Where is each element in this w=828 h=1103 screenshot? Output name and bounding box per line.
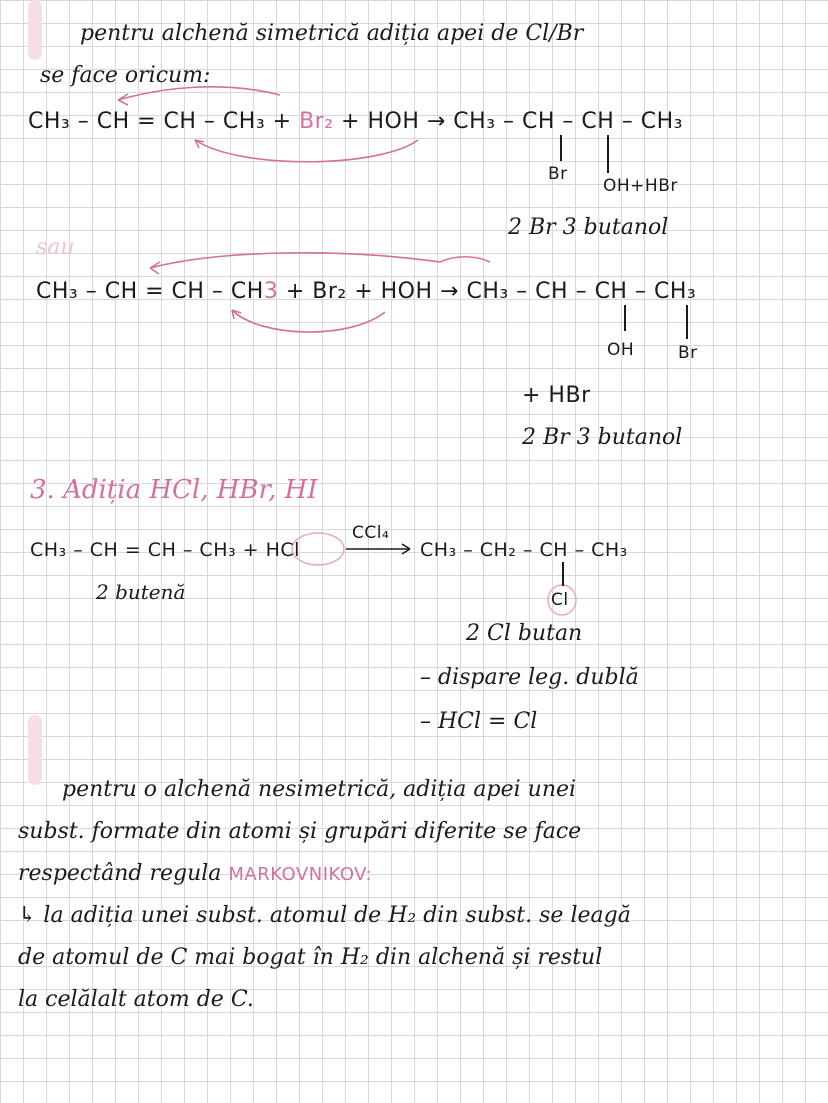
highlight-digit: 3	[263, 279, 279, 304]
paragraph-line: pentru o alchenă nesimetrică, adiția apei unei	[62, 777, 577, 802]
reaction-right: + Br₂ + HOH → CH₃ – CH – CH – CH₃	[278, 279, 697, 304]
section-heading: 3. Adiția HCl, HBr, HI	[30, 475, 318, 505]
byproduct: + HBr	[522, 383, 591, 408]
reactant-name: 2 butenă	[96, 580, 186, 604]
bond-line	[624, 305, 626, 331]
reaction-right: + HOH → CH₃ – CH – CH – CH₃	[333, 109, 684, 134]
paragraph-line: de atomul de C mai bogat în H₂ din alchenă și restul	[18, 945, 603, 970]
reaction-equation	[28, 108, 683, 136]
substituent-label: OH+HBr	[603, 176, 678, 196]
reaction-right: CH₃ – CH₂ – CH – CH₃	[420, 539, 628, 561]
paragraph-line: la celălalt atom de C.	[18, 987, 254, 1012]
paragraph-line: ↳ la adiția unei subst. atomul de H₂ din subst. se leagă	[18, 903, 631, 928]
intro-line: se face oricum:	[40, 63, 211, 88]
intro-line: pentru alchenă simetrică adiția apei de Cl/Br	[80, 21, 584, 46]
paragraph-text: respectând regula	[18, 861, 229, 886]
margin-mark	[28, 715, 42, 785]
reaction-left: CH₃ – CH = CH – CH₃ +	[28, 109, 300, 134]
reagent: Br₂	[299, 109, 334, 134]
reaction-left: CH₃ – CH = CH – CH	[36, 279, 264, 304]
bond-line	[562, 562, 564, 586]
bond-line	[686, 305, 688, 339]
product-name: 2 Br 3 butanol	[522, 425, 683, 450]
margin-mark	[28, 0, 42, 60]
substituent-label: Br	[678, 343, 698, 363]
substituent-label: Br	[548, 164, 568, 184]
paragraph-line: subst. formate din atomi și grupări diferite se face	[18, 819, 582, 844]
paragraph-line	[18, 860, 372, 889]
product-name: 2 Br 3 butanol	[508, 215, 669, 240]
alternative-word: sau	[36, 235, 75, 260]
reaction-left: CH₃ – CH = CH – CH₃ + HCl	[30, 539, 300, 561]
note: – dispare leg. dublă	[420, 665, 639, 690]
catalyst-label: CCl₄	[352, 523, 390, 543]
bond-line	[560, 135, 562, 161]
note: – HCl = Cl	[420, 709, 538, 734]
bond-line	[607, 135, 609, 173]
product-name: 2 Cl butan	[466, 621, 583, 646]
substituent-label: OH	[607, 340, 635, 360]
reaction-equation	[36, 278, 696, 306]
substituent-label: Cl	[551, 590, 569, 610]
rule-name: MARKOVNIKOV:	[228, 864, 373, 885]
